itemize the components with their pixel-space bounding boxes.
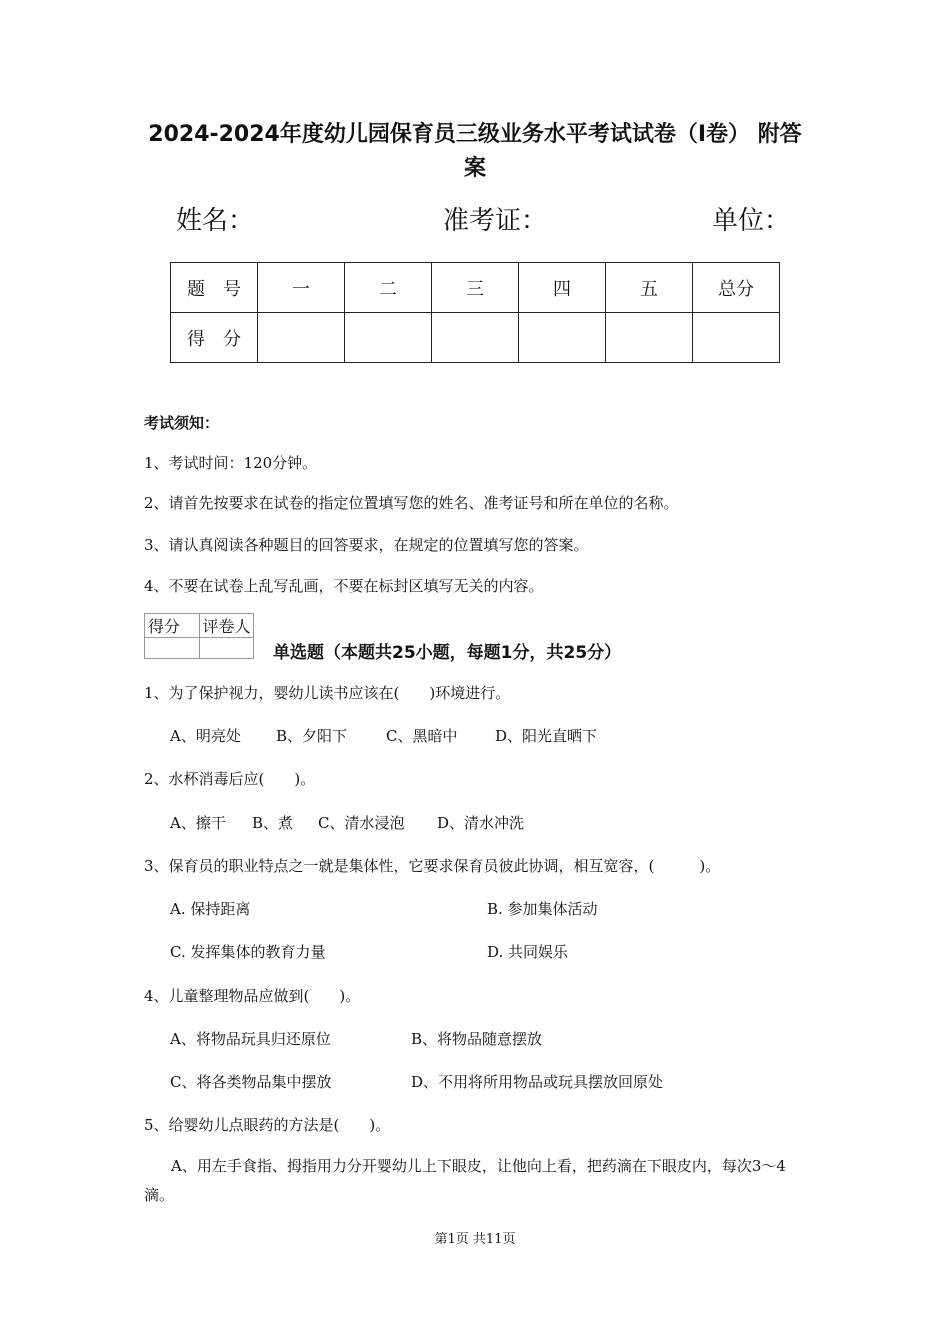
question-option: A、将物品玩具归还原位 — [170, 1030, 331, 1048]
document-title: 2024-2024年度幼儿园保育员三级业务水平考试试卷（I卷） 附答案 — [148, 122, 802, 181]
grader-table-score-label: 得分 — [145, 614, 200, 638]
score-table-header-cell: 题 号 — [171, 263, 258, 313]
unit-field-label: 单位： — [712, 206, 791, 236]
score-table-header-cell: 四 — [519, 263, 606, 313]
notice-item: 1、考试时间：120分钟。 — [144, 454, 318, 472]
question-option: C、将各类物品集中摆放 — [170, 1073, 332, 1091]
score-cell — [432, 313, 519, 363]
notice-item: 3、请认真阅读各种题目的回答要求，在规定的位置填写您的答案。 — [144, 536, 589, 554]
grader-table-grader-label: 评卷人 — [199, 614, 254, 638]
grader-table-score-cell — [145, 638, 200, 659]
question-stem: 5、给婴幼儿点眼药的方法是( )。 — [144, 1116, 391, 1134]
score-table — [170, 262, 780, 363]
question-stem: 4、儿童整理物品应做到( )。 — [144, 987, 361, 1005]
candidate-fields — [0, 200, 950, 240]
score-cell — [345, 313, 432, 363]
score-cell — [606, 313, 693, 363]
score-cell — [258, 313, 345, 363]
question-option: D、清水冲洗 — [437, 814, 525, 832]
grader-table — [144, 613, 254, 659]
question-option: A、明亮处 — [170, 727, 241, 745]
question-option: A、擦干 — [170, 814, 226, 832]
notice-title: 考试须知： — [144, 414, 220, 432]
question-option: C、黑暗中 — [386, 727, 458, 745]
score-table-header-cell: 二 — [345, 263, 432, 313]
notice-item: 4、不要在试卷上乱写乱画，不要在标封区填写无关的内容。 — [144, 577, 544, 595]
score-table-header-cell: 五 — [606, 263, 693, 313]
score-table-header-cell: 三 — [432, 263, 519, 313]
question-option: D. 共同娱乐 — [487, 943, 569, 961]
question-option: A. 保持距离 — [170, 900, 251, 918]
name-field-label: 姓名： — [176, 206, 255, 236]
score-table-score-row — [171, 313, 780, 363]
question-option: A、用左手食指、拇指用力分开婴幼儿上下眼皮，让他向上看，把药滴在下眼皮内，每次3～4滴。 — [144, 1157, 786, 1204]
question-stem: 1、为了保护视力，婴幼儿读书应该在( )环境进行。 — [144, 684, 511, 702]
question-option: B、将物品随意摆放 — [411, 1030, 543, 1048]
score-row-label: 得 分 — [171, 313, 258, 363]
notice-item: 2、请首先按要求在试卷的指定位置填写您的姓名、准考证号和所在单位的名称。 — [144, 494, 679, 512]
section-title: 单选题（本题共25小题，每题1分，共25分） — [273, 643, 622, 663]
score-cell — [693, 313, 780, 363]
question-option: B. 参加集体活动 — [487, 900, 598, 918]
question-option: B、煮 — [252, 814, 294, 832]
score-cell — [519, 313, 606, 363]
exam-id-field-label: 准考证： — [443, 206, 548, 236]
grader-table-grader-cell — [199, 638, 254, 659]
question-stem: 3、保育员的职业特点之一就是集体性，它要求保育员彼此协调，相互宽容，( )。 — [144, 857, 721, 875]
score-table-header-row — [171, 263, 780, 313]
score-table-header-cell: 总分 — [693, 263, 780, 313]
page-footer: 第1页 共11页 — [434, 1232, 516, 1247]
question-option: C、清水浸泡 — [318, 814, 405, 832]
question-option: C. 发挥集体的教育力量 — [170, 943, 326, 961]
question-stem: 2、水杯消毒后应( )。 — [144, 770, 316, 788]
score-table-header-cell: 一 — [258, 263, 345, 313]
question-option: D、阳光直晒下 — [495, 727, 598, 745]
question-option: B、夕阳下 — [276, 727, 348, 745]
question-option: D、不用将所用物品或玩具摆放回原处 — [411, 1073, 664, 1091]
